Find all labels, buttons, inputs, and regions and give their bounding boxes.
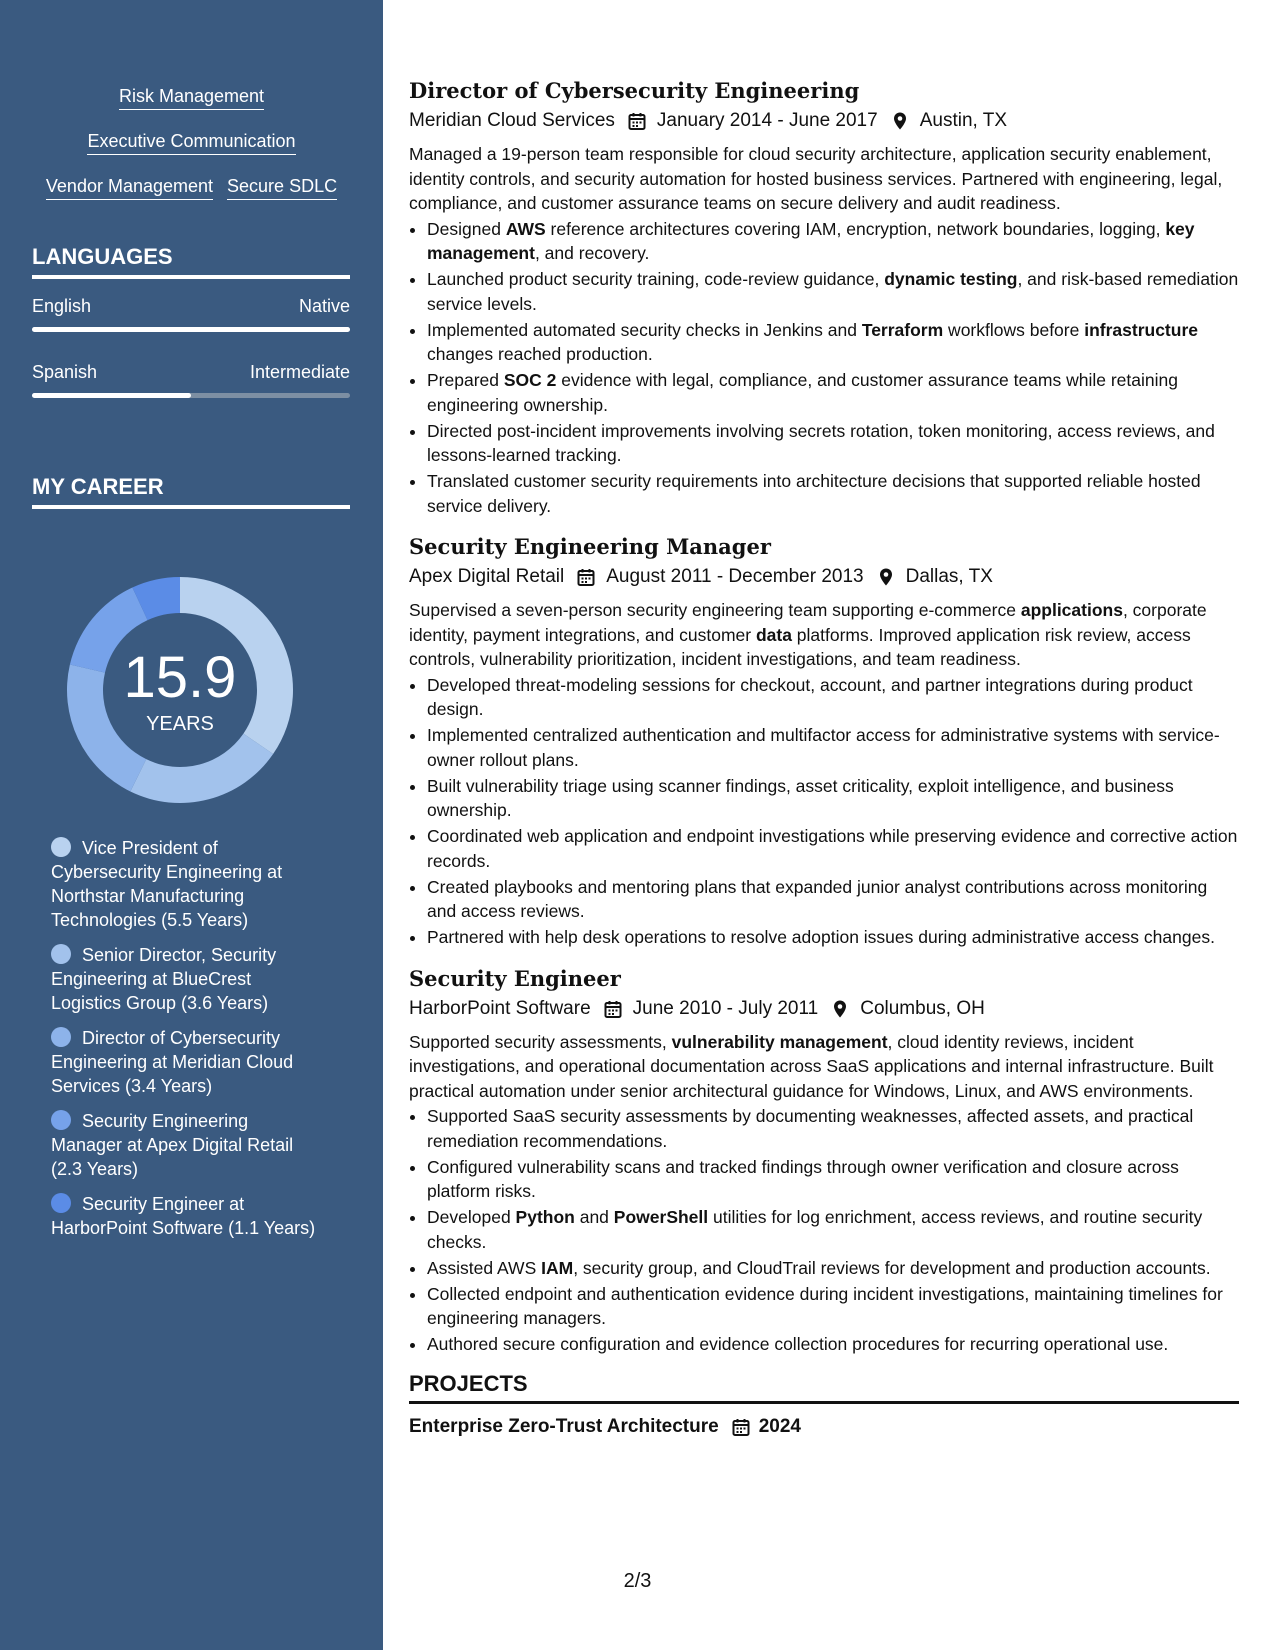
bold-text: applications [1020, 600, 1123, 620]
language-proficiency-bar [32, 393, 350, 398]
location-pin-icon [876, 567, 896, 587]
bullet-item [427, 1104, 1239, 1153]
language-item [32, 362, 350, 398]
calendar-icon [627, 111, 647, 131]
bullet-item [427, 1256, 1239, 1281]
job-title: Security Engineer [409, 965, 621, 991]
skill-tag: Vendor Management [46, 176, 213, 200]
text-run: Partnered with help desk operations to resolve adoption issues during administrative access changes. [427, 927, 1215, 947]
bold-text: Terraform [861, 319, 944, 340]
sidebar [0, 0, 383, 1650]
bullet-item [427, 419, 1239, 468]
bullet-item [427, 824, 1239, 873]
job-bullets [409, 217, 1239, 519]
career-legend-label: Security Engineering Manager at Apex Digital Retail (2.3 Years) [51, 1111, 294, 1179]
calendar-icon [731, 1417, 751, 1437]
job-title: Director of Cybersecurity Engineering [409, 78, 860, 103]
language-proficiency-bar [32, 327, 350, 332]
skill-tag: Risk Management [119, 86, 264, 110]
bullet-item [427, 875, 1239, 924]
job-meta [409, 106, 1239, 136]
job-entry [409, 964, 1239, 1357]
text-run: utilities for log enrichment, access reviews, and routine security checks. [427, 1207, 1203, 1252]
text-run: Designed [427, 218, 506, 239]
company-name: Meridian Cloud Services [409, 110, 615, 131]
project-title: Enterprise Zero-Trust Architecture [409, 1415, 719, 1437]
calendar-icon [603, 999, 623, 1019]
text-run: Implemented centralized authentication and multifactor access for administrative systems with service-owner rollout plans. [427, 725, 1220, 770]
skills-row [0, 86, 383, 110]
job-summary [409, 598, 1239, 672]
text-run: , corporate identity, payment integrations, and customer [409, 600, 1207, 645]
project-item [409, 1412, 1239, 1442]
page-number: 2/3 [623, 1570, 652, 1592]
job-location: Dallas, TX [905, 566, 993, 587]
text-run: workflows before [943, 319, 1085, 340]
text-run: Launched product security training, code-review guidance, [427, 269, 885, 289]
location-pin-icon [890, 111, 910, 131]
text-run: Developed threat-modeling sessions for checkout, account, and partner integrations during product design. [427, 674, 1193, 719]
career-legend-item [51, 836, 321, 932]
career-unit: YEARS [146, 713, 214, 735]
text-run: , and recovery. [534, 243, 650, 263]
text-run: Prepared [427, 370, 504, 390]
language-level: Native [298, 296, 350, 316]
skills-list [0, 86, 383, 221]
text-run: and [574, 1207, 614, 1227]
language-row [32, 296, 350, 317]
text-run: Developed [427, 1207, 516, 1227]
bullet-item [427, 217, 1239, 266]
job-title: Security Engineering Manager [409, 534, 771, 559]
job-dates: January 2014 - June 2017 [656, 110, 878, 131]
text-run: Authored secure configuration and evidence collection procedures for recurring operational use. [427, 1334, 1169, 1354]
text-run: Configured vulnerability scans and tracked findings through owner verification and closure across platform risks. [427, 1156, 1179, 1201]
text-run: , security group, and CloudTrail reviews for development and production accounts. [573, 1257, 1211, 1278]
bold-text: infrastructure [1084, 319, 1198, 340]
bullet-item [427, 267, 1239, 316]
job-entry [409, 532, 1239, 950]
language-proficiency-fill [32, 327, 350, 332]
bullet-item [427, 925, 1239, 950]
career-legend-item [51, 1026, 321, 1098]
career-legend-label: Security Engineer at HarborPoint Software (1.1 Years) [51, 1194, 316, 1238]
legend-dot-icon [51, 1027, 71, 1047]
job-dates: June 2010 - July 2011 [632, 997, 819, 1019]
text-run: , cloud identity reviews, incident investigations, and operational documentation across SaaS applications and internal infrastructure. Built practical automation under senior architectural guidance for Windows, Linux, and AWS environments. [409, 1031, 1214, 1101]
language-item [32, 296, 350, 332]
text-run: evidence with legal, compliance, and customer assurance teams while retaining engineering ownership. [427, 370, 1178, 415]
projects-heading: PROJECTS [409, 1371, 1239, 1404]
bold-text: IAM [541, 1257, 574, 1278]
job-location: Austin, TX [919, 110, 1008, 131]
text-run: Built vulnerability triage using scanner findings, asset criticality, exploit intelligence, and business ownership. [427, 775, 1174, 820]
bullet-item [427, 723, 1239, 772]
language-name: Spanish [32, 362, 98, 382]
career-legend-label: Senior Director, Security Engineering at BlueCrest Logistics Group (3.6 Years) [51, 945, 277, 1013]
job-meta [409, 562, 1239, 592]
location-pin-icon [830, 999, 850, 1019]
bullet-item [427, 1155, 1239, 1204]
text-run: Supported security assessments, [409, 1031, 672, 1052]
donut-segment [130, 734, 273, 803]
languages-heading: LANGUAGES [32, 244, 350, 279]
career-legend-item [51, 1192, 321, 1240]
legend-dot-icon [51, 837, 71, 857]
career-legend [51, 836, 321, 1251]
bullet-item [427, 469, 1239, 518]
bullet-item [427, 1332, 1239, 1357]
language-level: Intermediate [249, 362, 350, 382]
text-run: Collected endpoint and authentication evidence during incident investigations, maintaining timelines for engineering managers. [427, 1283, 1223, 1328]
bold-text: data [755, 624, 792, 645]
skill-tag: Secure SDLC [227, 176, 337, 200]
company-name: Apex Digital Retail [409, 566, 565, 587]
text-run: Implemented automated security checks in Jenkins and [427, 319, 862, 340]
main-content [409, 76, 1239, 1442]
job-bullets [409, 673, 1239, 950]
job-bullets [409, 1104, 1239, 1357]
bold-text: vulnerability management [671, 1031, 888, 1052]
career-heading: MY CAREER [32, 474, 350, 509]
bold-text: dynamic testing [884, 269, 1018, 289]
bullet-item [427, 368, 1239, 417]
bullet-item [427, 318, 1239, 367]
project-year: 2024 [758, 1415, 801, 1437]
bullet-item [427, 774, 1239, 823]
language-name: English [32, 296, 92, 316]
bold-text: AWS [505, 218, 546, 239]
text-run: Translated customer security requirements into architecture decisions that supported reliable hosted service delivery. [427, 471, 1201, 516]
career-legend-label: Vice President of Cybersecurity Engineering at Northstar Manufacturing Technologies (5.5 Years) [51, 838, 283, 930]
legend-dot-icon [51, 944, 71, 964]
language-row [32, 362, 350, 383]
career-donut-chart [60, 570, 300, 810]
job-location: Columbus, OH [860, 997, 985, 1019]
text-run: Assisted AWS [427, 1257, 542, 1278]
career-total: 15.9 [123, 645, 237, 710]
bold-text: PowerShell [613, 1207, 709, 1227]
career-legend-item [51, 943, 321, 1015]
company-name: HarborPoint Software [409, 997, 591, 1019]
job-dates: August 2011 - December 2013 [606, 566, 864, 587]
calendar-icon [576, 567, 596, 587]
legend-dot-icon [51, 1193, 71, 1213]
skill-tag: Executive Communication [87, 131, 295, 155]
text-run: Directed post-incident improvements involving secrets rotation, token monitoring, access reviews, and lessons-learned tracking. [427, 420, 1215, 465]
skills-row [0, 176, 383, 200]
bullet-item [427, 1205, 1239, 1254]
text-run: changes reached production. [427, 344, 653, 364]
bold-text: SOC 2 [503, 370, 557, 390]
text-run: platforms. Improved application risk review, access controls, vulnerability prioritization, incident investigations, and team readiness. [409, 624, 1191, 669]
text-run: Supported SaaS security assessments by documenting weaknesses, affected assets, and practical remediation recommendations. [427, 1106, 1194, 1151]
text-run: Supervised a seven-person security engineering team supporting e-commerce [409, 600, 1021, 620]
text-run: Coordinated web application and endpoint investigations while preserving evidence and corrective action records. [427, 826, 1238, 871]
bullet-item [427, 673, 1239, 722]
language-proficiency-fill [32, 393, 191, 398]
text-run: reference architectures covering IAM, encryption, network boundaries, logging, [545, 218, 1166, 239]
bold-text: Python [515, 1207, 575, 1227]
legend-dot-icon [51, 1110, 71, 1130]
job-meta [409, 994, 1239, 1024]
text-run: , and risk-based remediation service levels. [427, 269, 1239, 314]
text-run: Created playbooks and mentoring plans that expanded junior analyst contributions across monitoring and access reviews. [427, 876, 1208, 921]
bullet-item [427, 1282, 1239, 1331]
career-legend-label: Director of Cybersecurity Engineering at Meridian Cloud Services (3.4 Years) [51, 1028, 294, 1096]
job-summary [409, 1030, 1239, 1104]
career-legend-item [51, 1109, 321, 1181]
job-summary: Managed a 19-person team responsible for cloud security architecture, application security enablement, identity controls, and security automation for hosted business services. Partnered with engineering, legal, compliance, and customer assurance teams on secure delivery and audit readiness. [409, 144, 1223, 213]
job-entry [409, 76, 1239, 518]
bold-text: key management [427, 218, 1195, 263]
skills-row [0, 131, 383, 155]
